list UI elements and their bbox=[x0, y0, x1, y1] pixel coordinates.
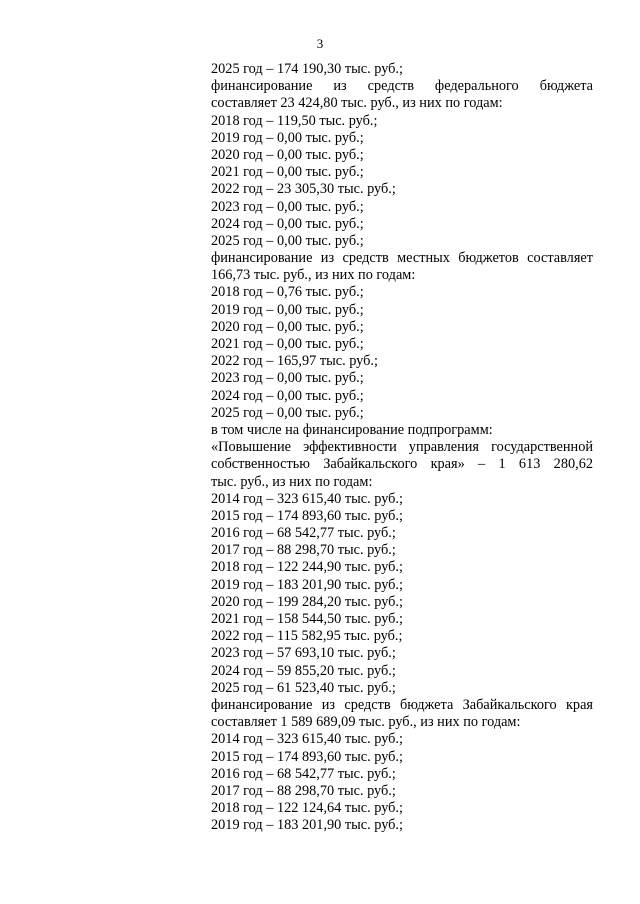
text-line: 2014 год – 323 615,40 тыс. руб.; bbox=[211, 490, 403, 507]
text-line: 2025 год – 0,00 тыс. руб.; bbox=[211, 232, 364, 249]
text-line: 2021 год – 158 544,50 тыс. руб.; bbox=[211, 611, 403, 627]
text-line: 2023 год – 57 693,10 тыс. руб.; bbox=[211, 645, 396, 662]
page-number: 3 bbox=[316, 36, 324, 51]
text-line: 2018 год – 0,76 тыс. руб.; bbox=[211, 284, 364, 301]
text-line: 2017 год – 88 298,70 тыс. руб.; bbox=[211, 782, 396, 799]
text-line: 2018 год – 122 244,90 тыс. руб.; bbox=[211, 559, 403, 576]
text-line: 2020 год – 199 284,20 тыс. руб.; bbox=[211, 593, 403, 610]
text-line: 2024 год – 0,00 тыс. руб.; bbox=[211, 387, 364, 404]
text-line: 2018 год – 119,50 тыс. руб.; bbox=[211, 112, 378, 129]
text-line: 2023 год – 0,00 тыс. руб.; bbox=[211, 370, 364, 387]
text-line: 2019 год – 0,00 тыс. руб.; bbox=[211, 129, 364, 146]
text-line: 2019 год – 0,00 тыс. руб.; bbox=[211, 301, 364, 318]
text-line: «Повышение эффективности управления государственной bbox=[211, 439, 593, 456]
text-line: 2017 год – 88 298,70 тыс. руб.; bbox=[211, 542, 396, 559]
text-line: 2021 год – 0,00 тыс. руб.; bbox=[211, 164, 364, 181]
text-line: финансирование из средств бюджета Забайкальского края bbox=[211, 696, 593, 713]
text-line: 2019 год – 183 201,90 тыс. руб.; bbox=[211, 817, 403, 834]
document-body bbox=[211, 61, 593, 834]
text-line: 2014 год – 323 615,40 тыс. руб.; bbox=[211, 731, 403, 748]
text-line: 2018 год – 122 124,64 тыс. руб.; bbox=[211, 800, 403, 817]
text-line: составляет 23 424,80 тыс. руб., из них по годам: bbox=[211, 95, 503, 112]
text-line: 2020 год – 0,00 тыс. руб.; bbox=[211, 318, 364, 335]
text-line: 2025 год – 174 190,30 тыс. руб.; bbox=[211, 61, 403, 77]
text-line: составляет 1 589 689,09 тыс. руб., из них по годам: bbox=[211, 714, 521, 731]
text-line: 2025 год – 61 523,40 тыс. руб.; bbox=[211, 679, 396, 696]
text-line: 2022 год – 23 305,30 тыс. руб.; bbox=[211, 181, 396, 198]
text-line: 2015 год – 174 893,60 тыс. руб.; bbox=[211, 507, 403, 524]
text-line: 2016 год – 68 542,77 тыс. руб.; bbox=[211, 525, 396, 542]
text-line: 2022 год – 115 582,95 тыс. руб.; bbox=[211, 628, 403, 645]
text-line: 166,73 тыс. руб., из них по годам: bbox=[211, 267, 416, 284]
text-line: 2020 год – 0,00 тыс. руб.; bbox=[211, 146, 364, 163]
text-line: 2024 год – 0,00 тыс. руб.; bbox=[211, 215, 364, 232]
text-line: 2025 год – 0,00 тыс. руб.; bbox=[211, 404, 364, 421]
text-line: 2019 год – 183 201,90 тыс. руб.; bbox=[211, 576, 403, 593]
text-line: 2022 год – 165,97 тыс. руб.; bbox=[211, 353, 378, 370]
text-line: финансирование из средств федерального бюджета bbox=[211, 78, 593, 95]
text-line: 2015 год – 174 893,60 тыс. руб.; bbox=[211, 748, 403, 765]
text-line: в том числе на финансирование подпрограмм: bbox=[211, 421, 493, 438]
text-line: финансирование из средств местных бюджетов составляет bbox=[211, 250, 593, 267]
text-line: собственностью Забайкальского края» – 1 613 280,62 bbox=[211, 456, 593, 473]
text-line: 2016 год – 68 542,77 тыс. руб.; bbox=[211, 765, 396, 782]
text-line: 2024 год – 59 855,20 тыс. руб.; bbox=[211, 662, 396, 679]
text-line: тыс. руб., из них по годам: bbox=[211, 473, 373, 490]
text-line: 2023 год – 0,00 тыс. руб.; bbox=[211, 198, 364, 215]
text-line: 2021 год – 0,00 тыс. руб.; bbox=[211, 336, 364, 352]
